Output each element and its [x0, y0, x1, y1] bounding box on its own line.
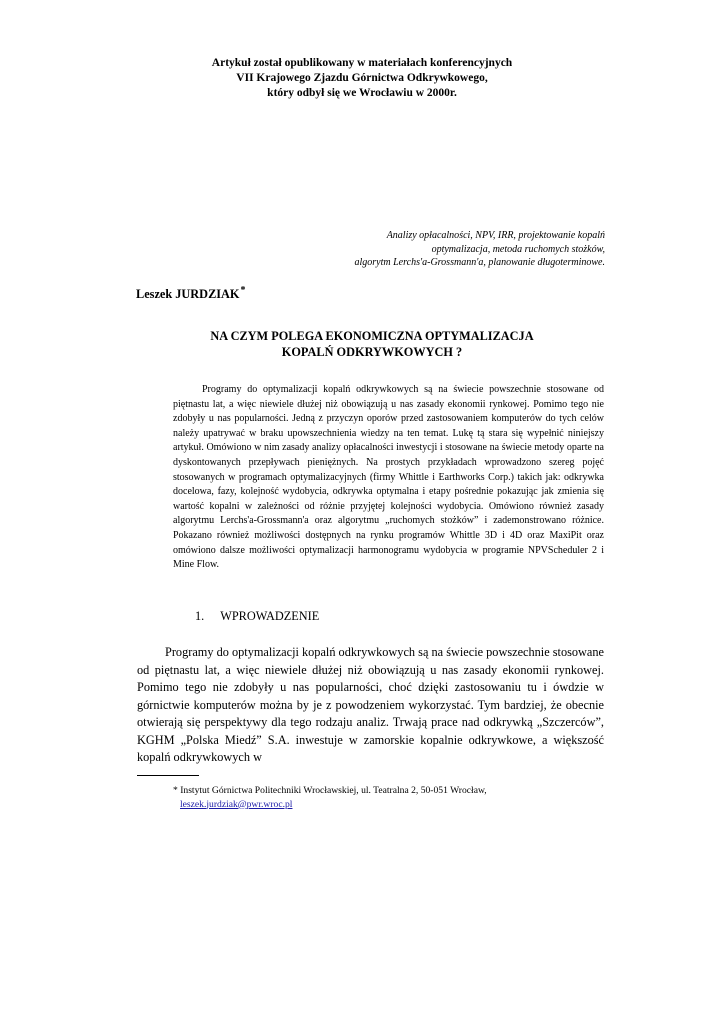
keywords — [355, 229, 605, 270]
section-heading — [195, 609, 319, 624]
publication-note-line: VII Krajowego Zjazdu Górnictwa Odkrywkowego, — [236, 72, 488, 84]
footnote-affiliation: Instytut Górnictwa Politechniki Wrocławskiej, ul. Teatralna 2, 50-051 Wrocław, — [180, 785, 487, 796]
paper-title — [0, 328, 724, 360]
keywords-line: algorytm Lerchs'a-Grossmann'a, planowanie długoterminowe. — [354, 257, 605, 268]
footnote — [173, 784, 487, 811]
body-paragraph: Programy do optymalizacji kopalń odkrywkowych są na świecie powszechnie stosowane od piętnastu lat, a więc niewiele dłużej niż obowiązują u nas zasady ekonomii rynkowej. Pomimo tego nie zdobyły u nas popularności, choć dzięki zastosowaniu tu i ówdzie w górnictwie komputerów można by je z powodzeniem wykorzystać. Tym bardziej, że obecnie otwierają się perspektywy dla tego rodzaju analiz. Trwają prace nad odkrywką „Szczerców”, KGHM „Polska Miedź” S.A. inwestuje w zamorskie kopalnie odkrywkowe, a większość kopalń odkrywkowych w — [137, 645, 604, 764]
author-name: Leszek JURDZIAK — [136, 287, 240, 301]
keywords-line: optymalizacja, metoda ruchomych stożków, — [431, 243, 605, 255]
keywords-line: Analizy opłacalności, NPV, IRR, projektowanie kopalń — [386, 230, 605, 241]
footnote-divider — [137, 775, 199, 776]
abstract: Programy do optymalizacji kopalń odkrywkowych są na świecie powszechnie stosowane od piętnastu lat, a więc niewiele dłużej niż obowiązują u nas zasady ekonomii rynkowej. Pomimo tego nie zdobyły u nas popularności. Jedną z przyczyn oporów przed zastosowaniem komputerów do tych celów należy upatrywać w braku upowszechnienia wiedzy na ten temat. Lukę tą stara się wypełnić niniejszy artykuł. Omówiono w nim zasady analizy opłacalności inwestycji i stosowane na świecie metody oparte na dyskontowanych przepływach pieniężnych. Na prostych przykładach wprowadzono szereg pojęć stosowanych w programach optymalizacyjnych (firmy Whittle i Earthworks Corp.) takich jak: odkrywka docelowa, fazy, kolejność wydobycia, odkrywka optymalna i etapy pośrednie pokazując jak zmienia się wartość kopalni w zależności od różnie przyjętej kolejności wydobycia. Omówiono również zasady algorytmu Lerchs'a-Grossmann'a oraz algorytmu „ruchomych stożków” i zademonstrowano różnice. Pokazano również możliwości dostępnych na rynku programów Whittle 3D i 4D oraz MaxiPit oraz omówiono dalsze możliwości optymalizacji harmonogramu wydobycia w programie NPVScheduler 2 i Mine Flow. — [173, 384, 604, 571]
section-number: 1. — [195, 609, 205, 623]
footnote-mark: * — [173, 785, 178, 796]
publication-note — [0, 56, 724, 101]
author-footnote-mark: * — [240, 285, 246, 296]
author-email-link[interactable]: leszek.jurdziak@pwr.wroc.pl — [180, 798, 293, 810]
publication-note-line: Artykuł został opublikowany w materiałach konferencyjnych — [211, 57, 513, 69]
author — [136, 285, 246, 302]
paper-title-line: KOPALŃ ODKRYWKOWYCH ? — [281, 345, 463, 359]
paper-title-line: NA CZYM POLEGA EKONOMICZNA OPTYMALIZACJA — [210, 329, 534, 343]
publication-note-line: który odbył się we Wrocławiu w 2000r. — [267, 87, 457, 99]
section-title: WPROWADZENIE — [220, 609, 320, 623]
